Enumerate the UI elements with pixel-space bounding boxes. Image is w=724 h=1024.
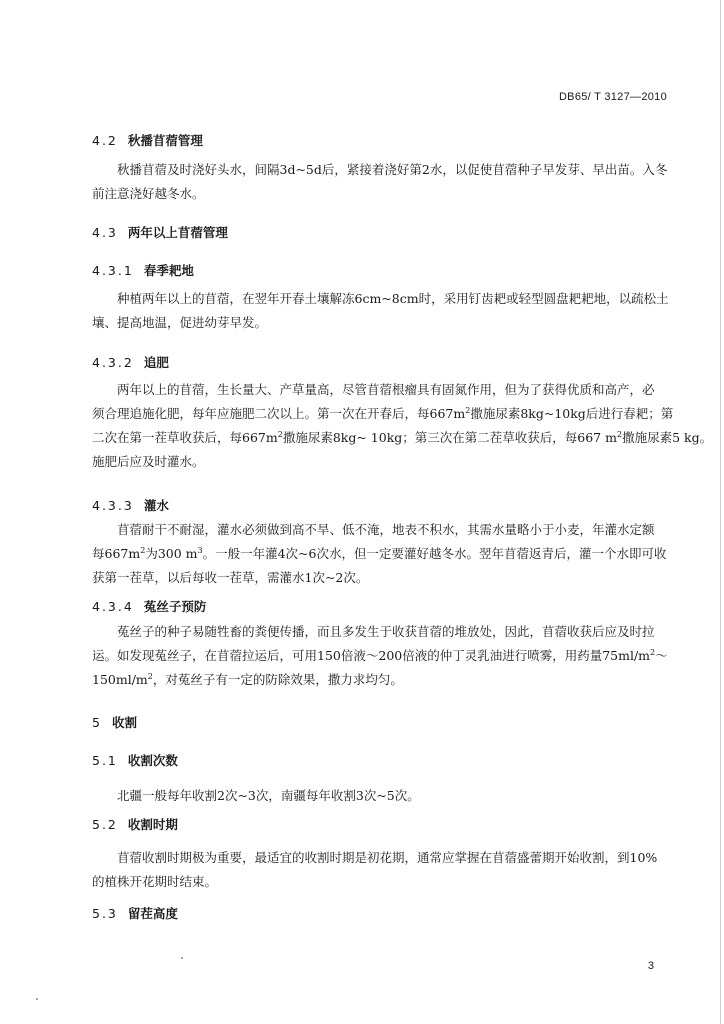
text-line	[92, 668, 667, 692]
text-line: 壤、提高地温，促进幼芽早发。	[92, 315, 268, 330]
heading-5-3	[92, 905, 667, 923]
heading-4-2	[92, 132, 667, 150]
text-line: 种植两年以上的苜蓿，在翌年开春土壤解冻6cm~8cm时，采用钉齿耙或轻型圆盘耙耙地，以疏松土	[117, 291, 669, 306]
heading-title: 收割	[111, 715, 137, 730]
scan-margin-line	[720, 0, 721, 1024]
text-line	[92, 426, 713, 450]
text-line: 秋播苜蓿及时浇好头水，间隔3d~5d后，紧接着浇好第2水，以促使苜蓿种子早发芽、早出苗。入冬	[117, 162, 668, 177]
heading-4-3-3	[92, 497, 667, 515]
paragraph-5-1	[92, 784, 667, 808]
text-run: 撒施尿素8kg~ 10kg；第三次在第二茬草收获后，每667 m	[282, 430, 617, 445]
paragraph-4-3-2	[92, 378, 713, 474]
superscript: 2	[616, 430, 623, 439]
standard-code: DB65/ T 3127—2010	[558, 91, 667, 103]
heading-number: 4.3.4	[92, 599, 134, 614]
superscript: 2	[277, 430, 283, 439]
heading-4-3-2	[92, 354, 667, 372]
heading-number: 5	[92, 715, 102, 730]
heading-title: 灌水	[143, 498, 169, 513]
heading-title: 收割次数	[127, 753, 178, 768]
heading-4-3-1	[92, 262, 667, 280]
superscript: 2	[140, 546, 146, 555]
heading-number: 5.1	[92, 753, 118, 768]
superscript: 2	[465, 406, 471, 415]
text-line	[92, 402, 674, 426]
text-line: 施肥后应及时灌水。	[92, 454, 205, 469]
superscript: 3	[197, 546, 203, 555]
text-run: 运。如发现菟丝子，在苜蓿拉运后，可用150倍液～200倍液的仲丁灵乳油进行喷雾，用药量75ml/m	[92, 648, 651, 663]
heading-5	[92, 714, 667, 732]
heading-5-1	[92, 752, 667, 770]
heading-title: 追肥	[143, 355, 169, 370]
text-line: 两年以上的苜蓿，生长量大、产草量高，尽管苜蓿根瘤具有固氮作用，但为了获得优质和高产，必	[117, 382, 655, 397]
paragraph-4-3-3	[92, 518, 667, 590]
text-run: 撒施尿素8kg~10kg后进行春耙；第	[470, 406, 674, 421]
heading-5-2	[92, 816, 667, 834]
paragraph-4-3-1	[92, 287, 667, 335]
text-line: 苜蓿收割时期极为重要，最适宜的收割时期是初花期，通常应掌握在苜蓿盛蕾期开始收割，到10%	[117, 850, 658, 865]
heading-title: 秋播苜蓿管理	[127, 133, 203, 148]
text-run: ～	[655, 648, 668, 663]
superscript: 2	[147, 672, 153, 681]
text-run: 撒施尿素5 kg。	[622, 430, 713, 445]
heading-number: 4.2	[92, 133, 118, 148]
text-run: 二次在第一茬草收获后，每667m	[92, 430, 278, 445]
page-number: 3	[647, 960, 654, 972]
heading-4-3	[92, 224, 667, 242]
paragraph-4-3-4	[92, 620, 667, 692]
text-run: 每667m	[92, 546, 141, 561]
text-line: 苜蓿耐干不耐湿，灌水必须做到高不旱、低不淹，地表不积水，其需水量略小于小麦，年灌水定额	[117, 522, 655, 537]
scan-speck	[36, 998, 38, 1000]
heading-number: 4.3	[92, 225, 118, 240]
text-line	[92, 644, 667, 668]
heading-title: 菟丝子预防	[143, 599, 207, 614]
text-line: 的植株开花期时结束。	[92, 874, 218, 889]
text-run: 150ml/m	[92, 672, 148, 687]
heading-title: 两年以上苜蓿管理	[127, 225, 228, 240]
text-run: ，对菟丝子有一定的防除效果，撒力求均匀。	[152, 672, 403, 687]
heading-title: 春季耙地	[143, 263, 194, 278]
heading-number: 4.3.2	[92, 355, 134, 370]
superscript: 2	[650, 648, 656, 657]
paragraph-5-2	[92, 846, 667, 894]
heading-title: 收割时期	[127, 817, 178, 832]
text-line: 菟丝子的种子易随牲畜的粪便传播，而且多发生于收获苜蓿的堆放处，因此，苜蓿收获后应及时拉	[117, 624, 655, 639]
text-run: 须合理追施化肥，每年应施肥二次以上。第一次在开春后，每667m	[92, 406, 466, 421]
text-line	[92, 542, 667, 566]
heading-title: 留茬高度	[127, 906, 178, 921]
text-line: 前注意浇好越冬水。	[92, 186, 205, 201]
text-run: 。一般一年灌4次~6次水，但一定要灌好越冬水。翌年苜蓿返青后，灌一个水即可收	[202, 546, 667, 561]
heading-4-3-4	[92, 598, 667, 616]
text-line: 获第一茬草，以后每收一茬草，需灌水1次~2次。	[92, 570, 369, 585]
text-line: 北疆一般每年收割2次~3次，南疆每年收割3次~5次。	[117, 788, 420, 803]
text-run: 为300 m	[145, 546, 198, 561]
scan-speck	[181, 957, 183, 959]
paragraph-4-2	[92, 158, 667, 206]
heading-number: 4.3.1	[92, 263, 134, 278]
heading-number: 5.2	[92, 817, 118, 832]
heading-number: 4.3.3	[92, 498, 134, 513]
heading-number: 5.3	[92, 906, 118, 921]
